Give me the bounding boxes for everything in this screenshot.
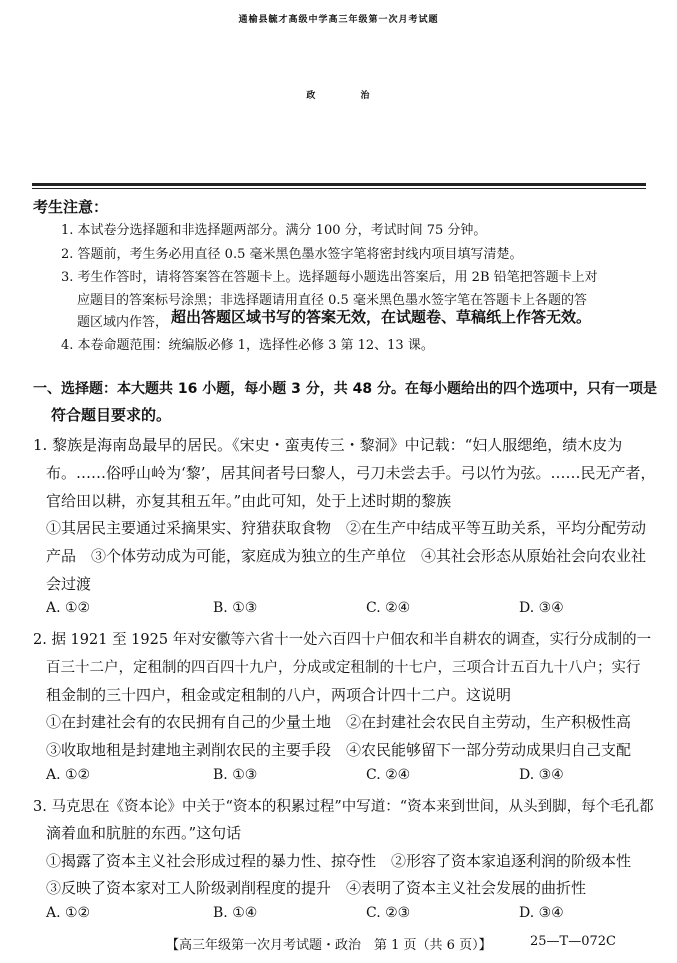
question-line: ①揭露了资本主义社会形成过程的暴力性、掠夺性 ②形容了资本家追逐利润的阶级本性 [46,852,632,870]
option-c: C. ②④ [366,767,411,783]
notice-item-2: 2. 答题前，考生务必用直径 0.5 毫米黑色墨水签字笔将密封线内项目填写清楚。 [61,247,523,262]
question-line: ①其居民主要通过采摘果实、狩猎获取食物 ②在生产中结成平等互助关系，平均分配劳动 [46,519,647,537]
question-line: 1. 黎族是海南岛最早的居民。《宋史・蛮夷传三・黎洞》中记载：“妇人服缌绝，绩木皮为 [33,436,623,454]
question-line: 产品 ③个体劳动成为可能，家庭成为独立的生产单位 ④其社会形态从原始社会向农业社 [46,547,647,565]
section-heading: 一、选择题：本大题共 16 小题，每小题 3 分，共 48 分。在每小题给出的四个选项中，只有一项是 [33,381,657,397]
paper-code: 25—T—072C [530,934,616,949]
option-a: A. ①② [46,600,91,616]
notice-item-3-end: 题区域内作答， [77,315,169,330]
question-line: 滴着血和肮脏的东西。”这句话 [46,824,242,842]
option-a: A. ①② [46,905,91,921]
option-b: B. ①④ [213,905,258,921]
notice-item-3-cont: 应题目的答案标号涂黑；非选择题请用直径 0.5 毫米黑色墨水签字笔在答题卡上各题的答 [77,293,587,308]
question-line: ①在封建社会有的农民拥有自己的少量土地 ②在封建社会农民自主劳动，生产积极性高 [46,713,632,731]
question-line: ③收取地租是封建地主剥削农民的主要手段 ④农民能够留下一部分劳动成果归自己支配 [46,741,632,759]
notice-item-4: 4. 本卷命题范围：统编版必修 1，选择性必修 3 第 12、13 课。 [61,338,434,353]
notice-item-1: 1. 本试卷分选择题和非选择题两部分。满分 100 分，考试时间 75 分钟。 [61,223,487,238]
question-line: 布。……俗呼山岭为‘黎’，居其间者号曰黎人，弓刀未尝去手。弓以竹为弦。……民无产者， [46,464,656,482]
question-line: 官给田以耕，亦复其租五年。”由此可知，处于上述时期的黎族 [46,492,452,510]
question-line: 百三十二户，定租制的四百四十九户，分成或定租制的十七户，三项合计五百九十八户；实行 [46,660,641,676]
option-c: C. ②④ [366,600,411,616]
page-footer: 【高三年级第一次月考试题・政治 第 1 页（共 6 页）】 [166,938,492,953]
option-b: B. ①③ [213,767,258,783]
option-d: D. ③④ [519,905,564,921]
subject-title: 政 治 [306,91,371,101]
option-d: D. ③④ [519,600,564,616]
question-line: 3. 马克思在《资本论》中关于“资本的积累过程”中写道：“资本来到世间，从头到脚，每个毛孔都 [33,799,654,815]
header-rule-thin [32,188,646,189]
option-c: C. ②③ [366,905,411,921]
option-a: A. ①② [46,767,91,783]
option-d: D. ③④ [519,767,564,783]
notice-bold-warning: 超出答题区域书写的答案无效，在试题卷、草稿纸上作答无效。 [171,308,592,326]
question-line: ③反映了资本家对工人阶级剥削程度的提升 ④表明了资本主义社会发展的曲折性 [46,879,587,897]
option-b: B. ①③ [213,600,258,616]
exam-title: 通榆县毓才高级中学高三年级第一次月考试题 [238,15,439,25]
notice-heading: 考生注意： [33,198,109,216]
notice-item-3: 3. 考生作答时，请将答案答在答题卡上。选择题每小题选出答案后，用 2B 铅笔把答题卡上对 [61,270,598,285]
section-heading-cont: 符合题目要求的。 [51,406,172,424]
question-line: 会过渡 [46,575,92,593]
question-line: 2. 据 1921 至 1925 年对安徽等六省十一处六百四十户佃农和半自耕农的调查，实行分成制的一 [33,632,652,648]
question-line: 租金制的三十四户，租金或定租制的八户，两项合计四十二户。这说明 [46,686,512,704]
header-rule-thick [32,183,646,186]
